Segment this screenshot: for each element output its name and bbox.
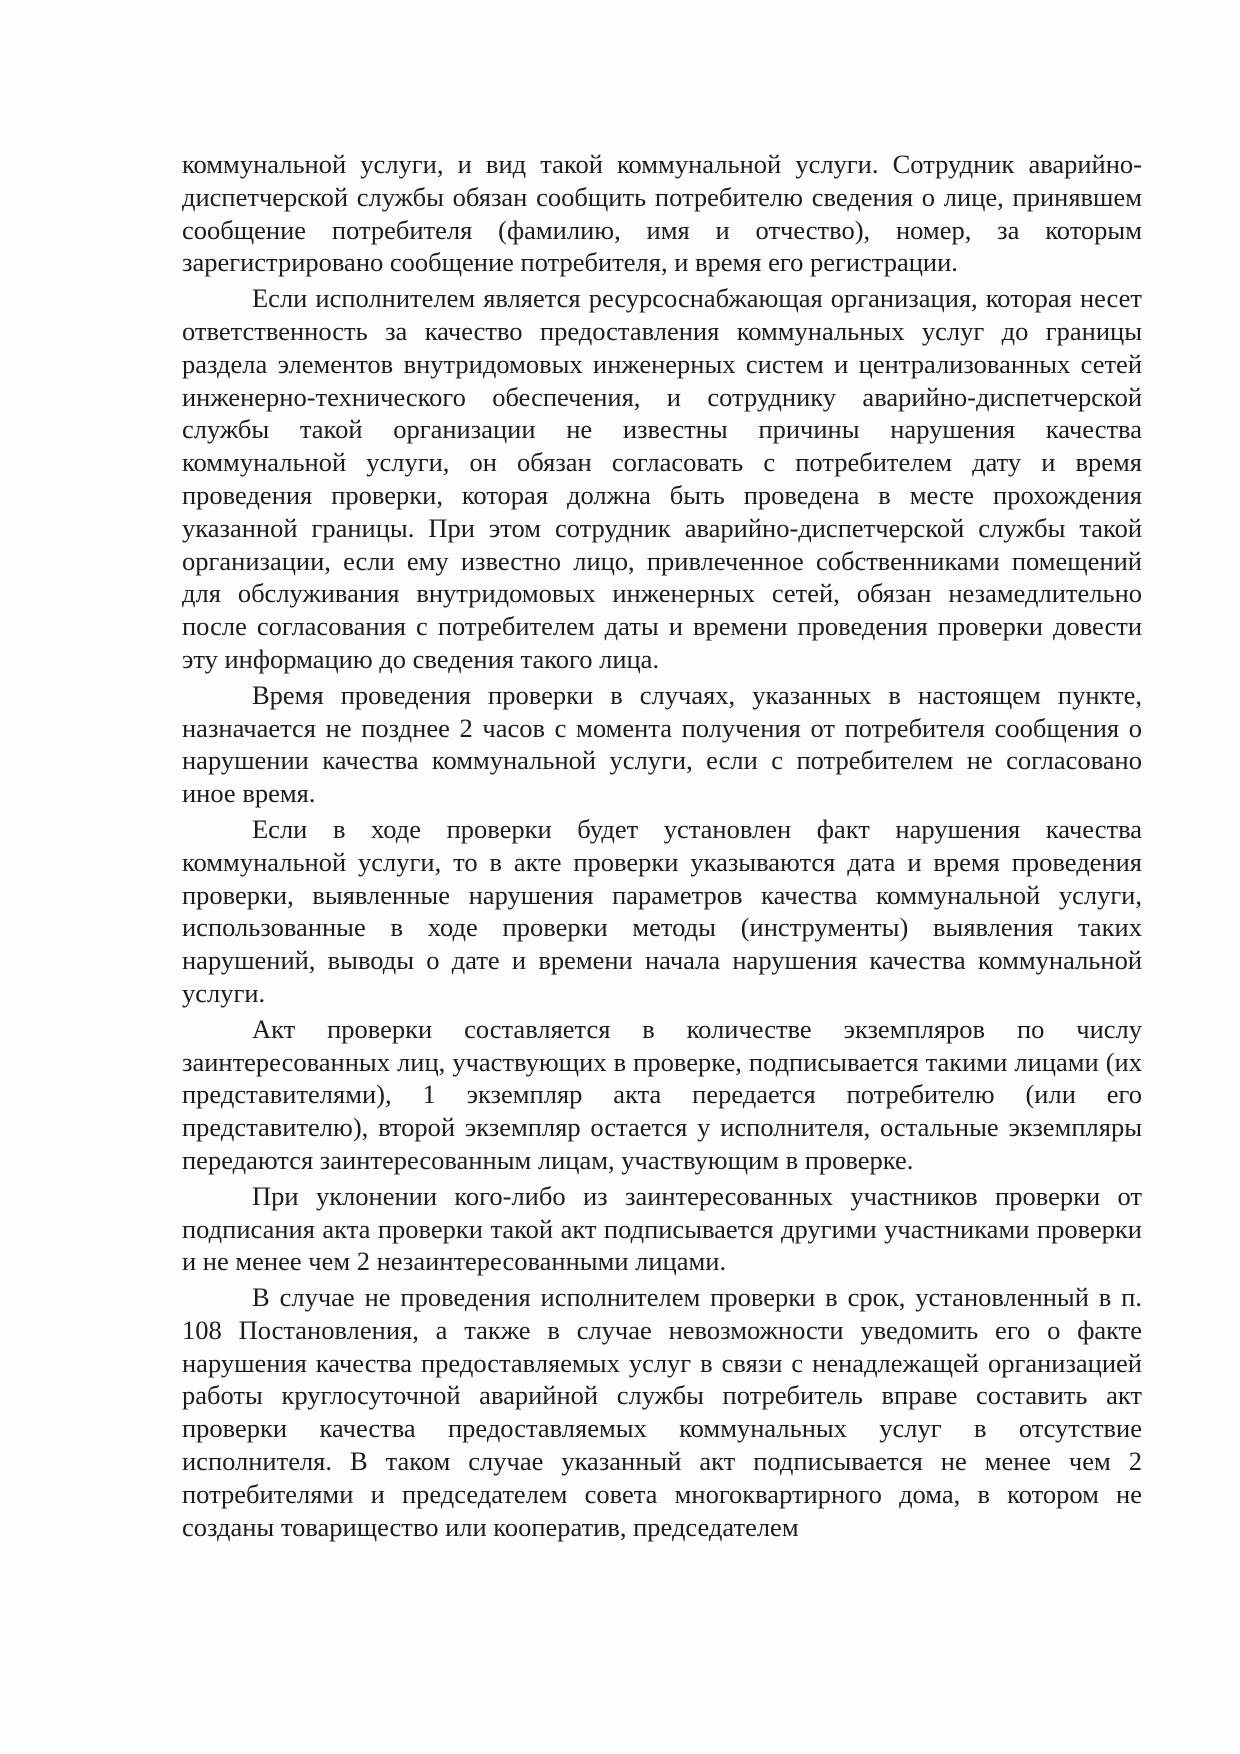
paragraph-4: Если в ходе проверки будет установлен факт нарушения качества коммунальной услуги, то в акте проверки указываются дата и время проведения проверки, выявленные нарушения параметров качества коммунальной услуги, использованные в ходе проверки методы (инструменты) выявления таких нарушений, выводы о дате и времени начала нарушения качества коммунальной услуги.: [182, 813, 1142, 1008]
document-body: [182, 148, 1142, 1546]
paragraph-3: Время проведения проверки в случаях, указанных в настоящем пункте, назначается не позднее 2 часов с момента получения от потребителя сообщения о нарушении качества коммунальной услуги, если с потребителем не согласовано иное время.: [182, 679, 1142, 809]
paragraph-6: При уклонении кого-либо из заинтересованных участников проверки от подписания акта проверки такой акт подписывается другими участниками проверки и не менее чем 2 незаинтересованными лицами.: [182, 1180, 1142, 1277]
paragraph-1: коммунальной услуги, и вид такой коммунальной услуги. Сотрудник аварийно-диспетчерской службы обязан сообщить потребителю сведения о лице, принявшем сообщение потребителя (фамилию, имя и отчество), номер, за которым зарегистрировано сообщение потребителя, и время его регистрации.: [182, 149, 1142, 278]
paragraph-5: Акт проверки составляется в количестве экземпляров по числу заинтересованных лиц, участвующих в проверке, подписывается такими лицами (их представителями), 1 экземпляр акта передается потребителю (или его представителю), второй экземпляр остается у исполнителя, остальные экземпляры передаются заинтересованным лицам, участвующим в проверке.: [182, 1013, 1142, 1175]
paragraph-2: Если исполнителем является ресурсоснабжающая организация, которая несет ответственность за качество предоставления коммунальных услуг до границы раздела элементов внутридомовых инженерных систем и централизованных сетей инженерно-технического обеспечения, и сотруднику аварийно-диспетчерской службы такой организации не известны причины нарушения качества коммунальной услуги, он обязан согласовать с потребителем дату и время проведения проверки, которая должна быть проведена в месте прохождения указанной границы. При этом сотрудник аварийно-диспетчерской службы такой организации, если ему известно лицо, привлеченное собственниками помещений для обслуживания внутридомовых инженерных сетей, обязан незамедлительно после согласования с потребителем даты и времени проведения проверки довести эту информацию до сведения такого лица.: [182, 283, 1142, 674]
paragraph-7: В случае не проведения исполнителем проверки в срок, установленный в п. 108 Постановления, а также в случае невозможности уведомить его о факте нарушения качества предоставляемых услуг в связи с ненадлежащей организацией работы круглосуточной аварийной службы потребитель вправе составить акт проверки качества предоставляемых коммунальных услуг в отсутствие исполнителя. В таком случае указанный акт подписывается не менее чем 2 потребителями и председателем совета многоквартирного дома, в котором не созданы товарищество или кооператив, председателем: [182, 1282, 1142, 1542]
